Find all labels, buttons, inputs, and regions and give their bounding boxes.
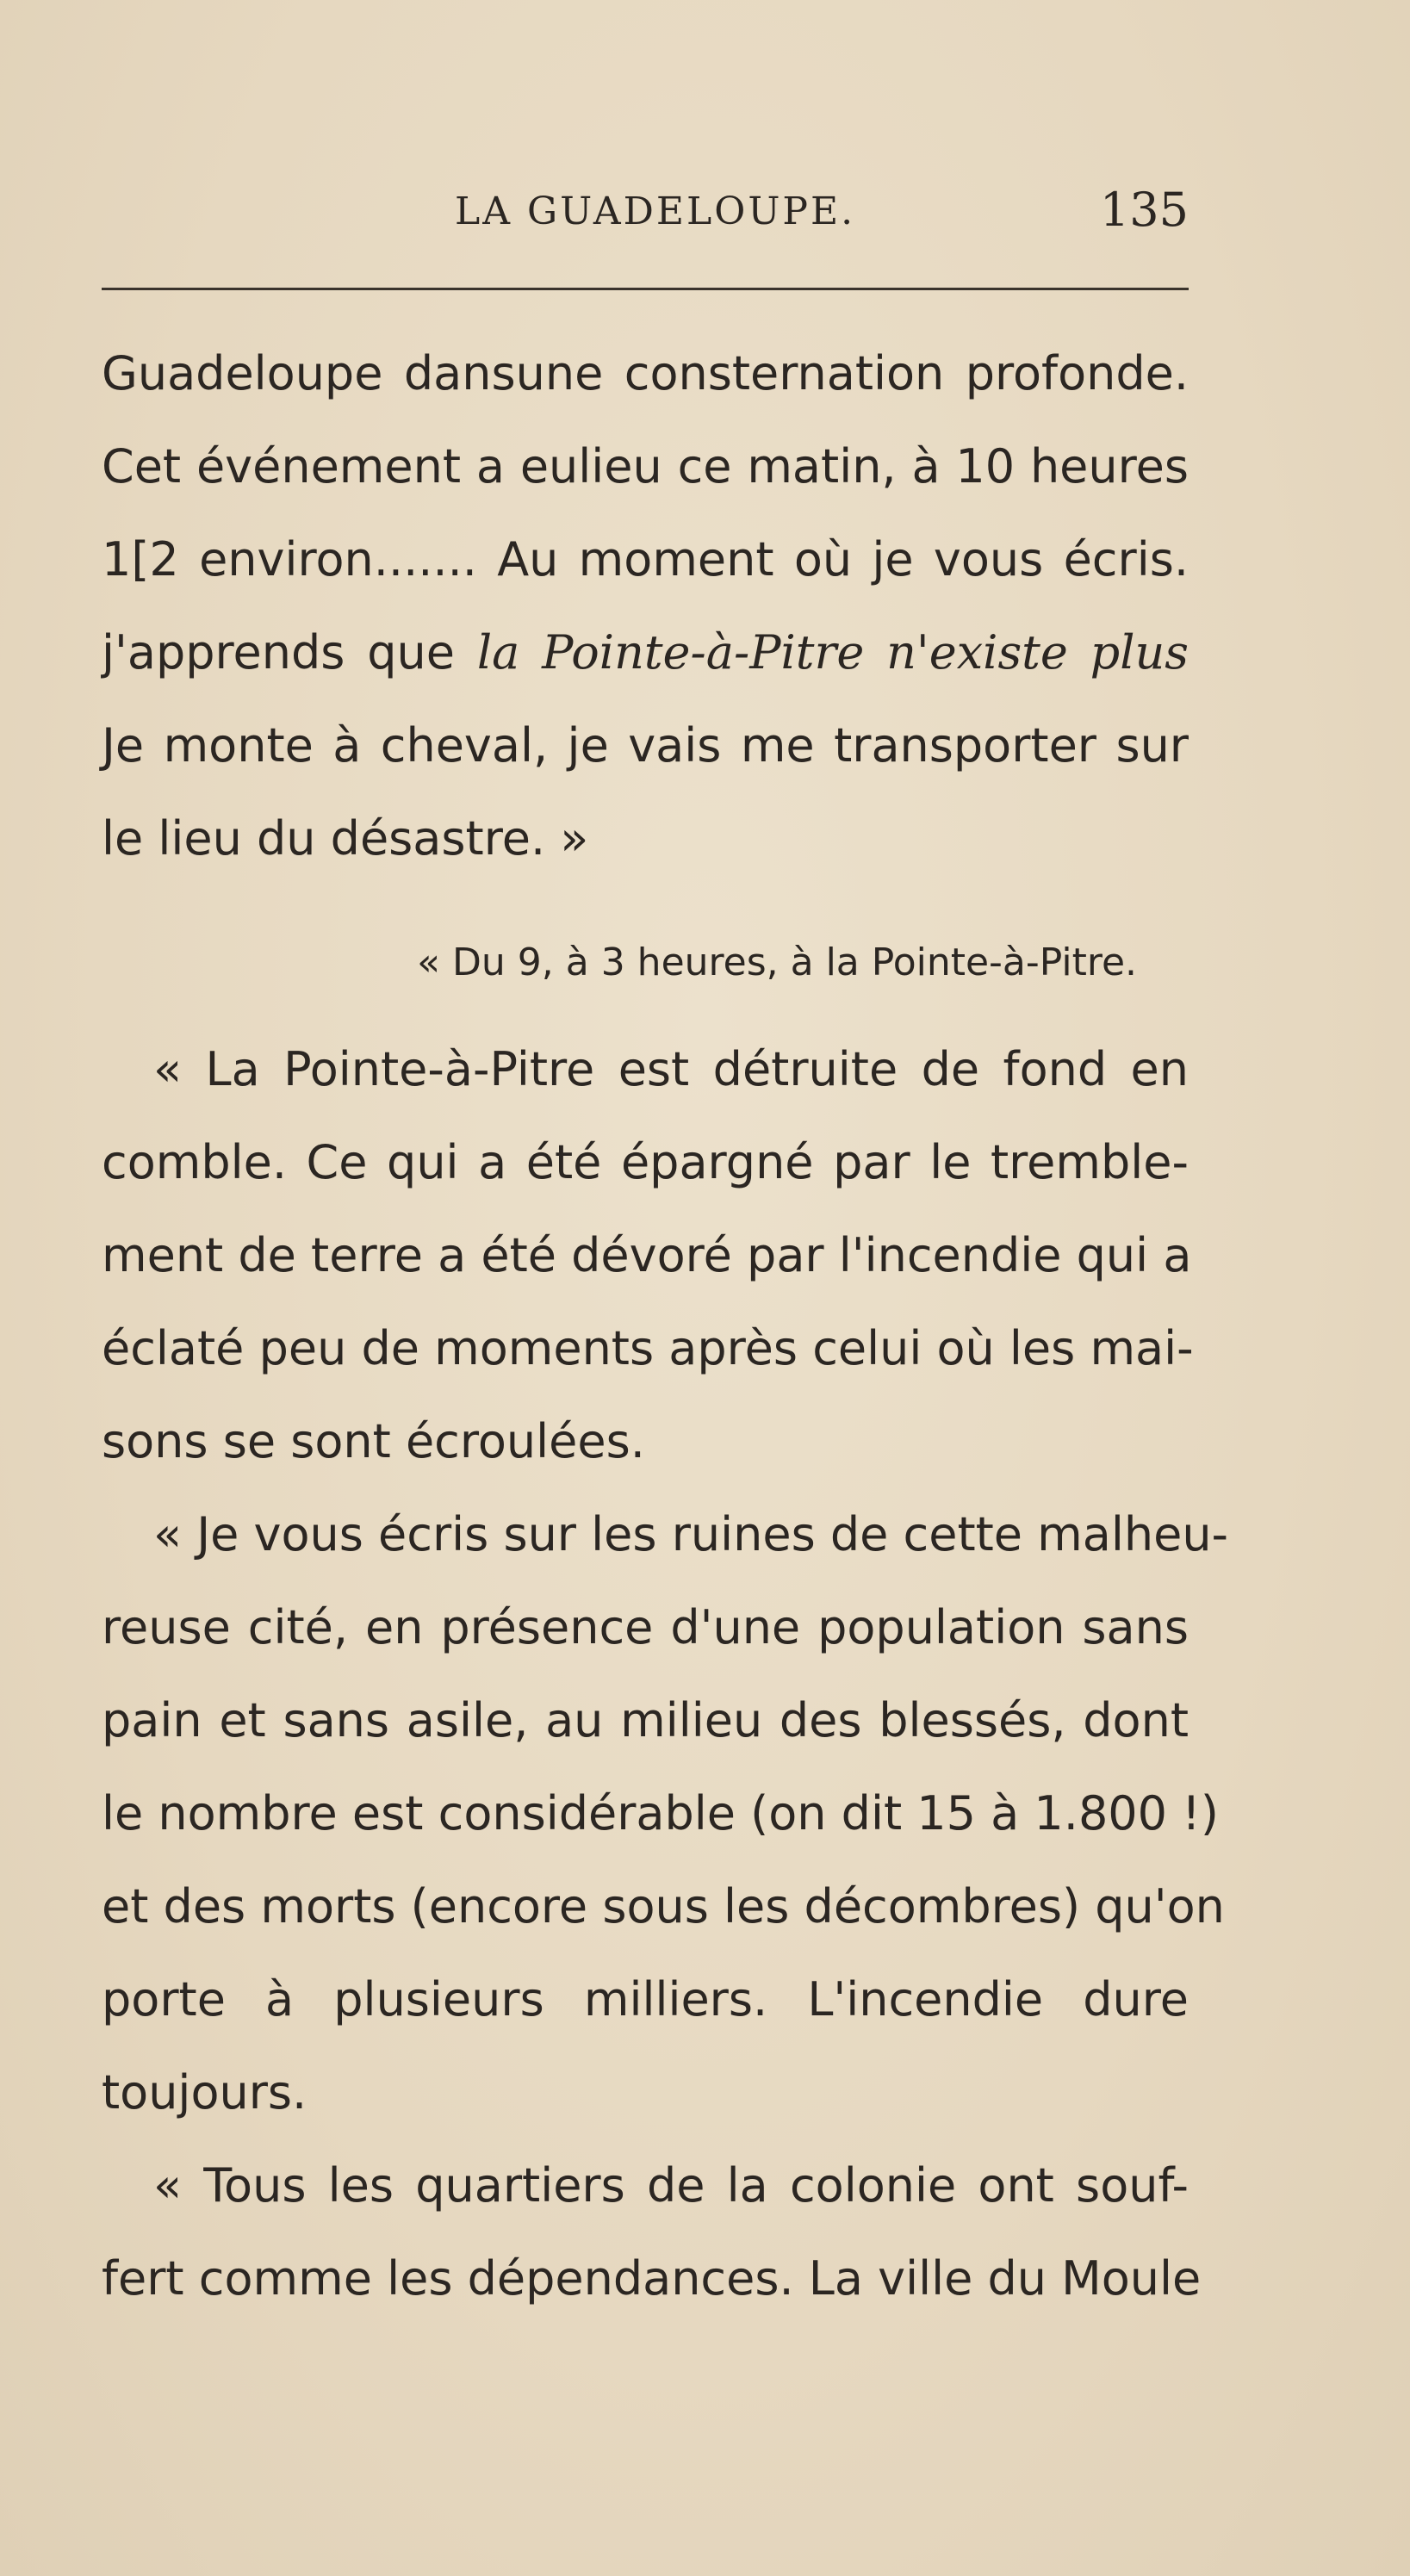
text-line: 1[2 environ....... Au moment où je vous écris. bbox=[102, 532, 1189, 587]
text-line: Je monte à cheval, je vais me transporter sur bbox=[102, 718, 1189, 773]
text-line: ment de terre a été dévoré par l'incendie qui a bbox=[102, 1228, 1192, 1282]
text-line: toujours. bbox=[102, 2065, 307, 2120]
text-line: « Tous les quartiers de la colonie ont souf- bbox=[153, 2158, 1189, 2213]
text-line: fert comme les dépendances. La ville du Moule bbox=[102, 2251, 1202, 2306]
text-fragment: j'apprends que bbox=[102, 625, 477, 680]
text-line: comble. Ce qui a été épargné par le tremble- bbox=[102, 1135, 1189, 1189]
text-line: « Je vous écris sur les ruines de cette malheu- bbox=[153, 1507, 1229, 1561]
page-header bbox=[102, 183, 1189, 243]
body-text bbox=[102, 327, 1229, 2325]
dateline: « Du 9, à 3 heures, à la Pointe-à-Pitre. bbox=[417, 940, 1137, 984]
text-line: porte à plusieurs milliers. L'incendie dure bbox=[102, 1972, 1189, 2027]
text-line: reuse cité, en présence d'une population sans bbox=[102, 1600, 1189, 1654]
paragraph-2 bbox=[102, 1023, 1194, 1488]
text-line: et des morts (encore sous les décombres) qu'on bbox=[102, 1879, 1225, 1934]
text-line: éclaté peu de moments après celui où les mai- bbox=[102, 1321, 1194, 1375]
text-line: Cet événement a eulieu ce matin, à 10 heures bbox=[102, 439, 1189, 493]
running-title: LA GUADELOUPE. bbox=[455, 189, 856, 233]
page-number: 135 bbox=[1099, 183, 1189, 237]
text-line: « La Pointe-à-Pitre est détruite de fond en bbox=[153, 1042, 1189, 1096]
text-line bbox=[102, 606, 1189, 699]
text-line: sons se sont écroulées. bbox=[102, 1414, 645, 1468]
text-line: le lieu du désastre. » bbox=[102, 811, 589, 866]
header-rule bbox=[102, 288, 1189, 290]
text-line: pain et sans asile, au milieu des blessés, dont bbox=[102, 1693, 1189, 1747]
text-line: le nombre est considérable (on dit 15 à 1.800 !) bbox=[102, 1786, 1219, 1840]
text-line: Guadeloupe dansune consternation profonde. bbox=[102, 346, 1189, 400]
paragraph-4 bbox=[102, 2139, 1202, 2325]
italic-emphasis: la Pointe-à-Pitre n'existe plus bbox=[476, 625, 1189, 680]
paragraph-3 bbox=[102, 1488, 1229, 2139]
paragraph-1 bbox=[102, 327, 1189, 885]
